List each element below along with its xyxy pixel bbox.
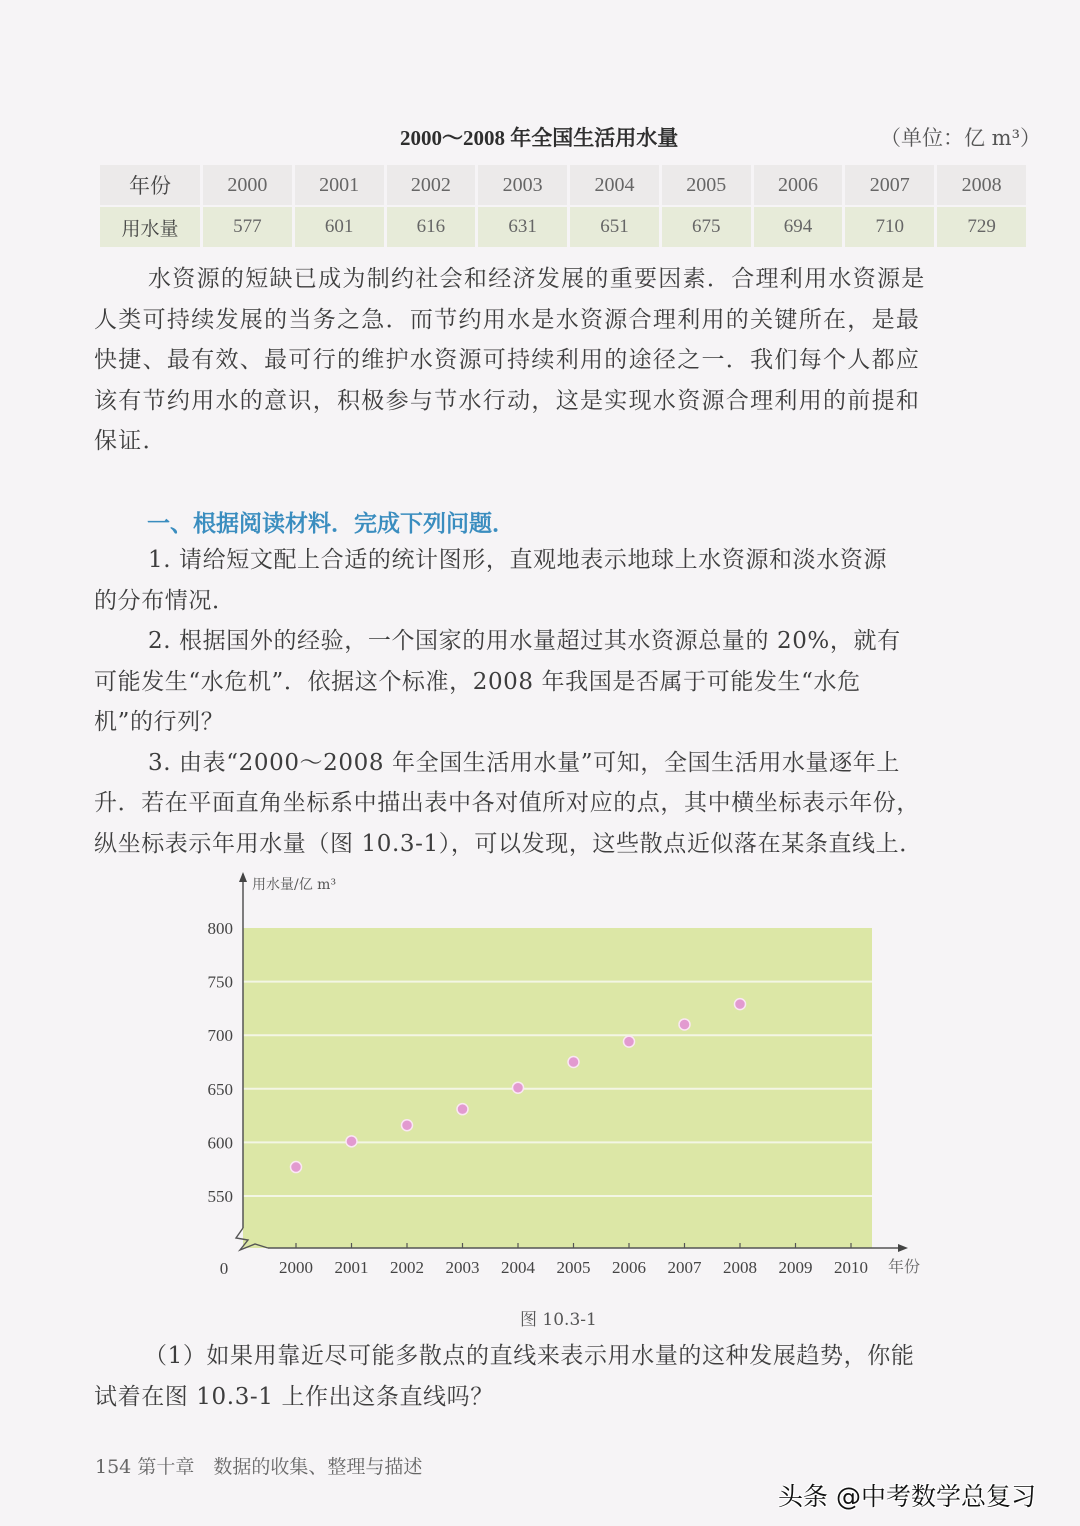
data-point: [346, 1136, 357, 1147]
question-3-line: 升．若在平面直角坐标系中描出表中各对值所对应的点，其中横坐标表示年份，: [94, 790, 920, 816]
y-axis-label: 用水量/亿 m³: [252, 877, 337, 893]
y-tick-label: 700: [207, 1026, 233, 1046]
usage-cell: 694: [754, 207, 843, 247]
x-axis-label: 年份: [888, 1257, 921, 1276]
table-row-years: [100, 165, 1026, 205]
year-cell: 2004: [570, 165, 659, 205]
paragraph-line: 人类可持续发展的当务之急．而节约用水是水资源合理利用的关键所在，是最: [94, 306, 921, 333]
usage-cell: 616: [387, 207, 476, 247]
page-footer: [95, 1452, 422, 1479]
reading-paragraph: [94, 259, 1039, 462]
usage-cell: 601: [295, 207, 384, 247]
table-unit: （单位：亿 m³）: [880, 126, 1042, 150]
question-2-line: 机”的行列？: [94, 709, 225, 735]
table-title: 2000～2008 年全国生活用水量: [400, 126, 679, 150]
row-header-usage: 用水量: [100, 207, 200, 247]
y-tick-label: 650: [207, 1079, 233, 1099]
question-2-line: 2. 根据国外的经验，一个国家的用水量超过其水资源总量的 20%，就有: [148, 628, 901, 654]
usage-cell: 631: [478, 207, 567, 247]
year-cell: 2000: [203, 165, 292, 205]
data-point: [624, 1036, 635, 1047]
questions-block: [94, 540, 1039, 864]
figure-caption: 图 10.3-1: [520, 1310, 597, 1330]
year-cell: 2003: [478, 165, 567, 205]
paragraph-line: 保证．: [94, 428, 167, 454]
chart-plot: [208, 872, 921, 1278]
x-tick-label: 2005: [556, 1258, 591, 1277]
question-1-line: 1. 请给短文配上合适的统计图形，直观地表示地球上水资源和淡水资源: [148, 547, 888, 573]
y-tick-label: 600: [207, 1133, 233, 1153]
x-tick-label: 2009: [778, 1258, 813, 1277]
chapter-title: 第十章 数据的收集、整理与描述: [137, 1456, 423, 1478]
sub-question-line: （1）如果用靠近尽可能多散点的直线来表示用水量的这种发展趋势，你能: [144, 1343, 915, 1369]
y-tick-label: 550: [207, 1187, 233, 1206]
year-cell: 2001: [295, 165, 384, 205]
origin-label: 0: [219, 1259, 229, 1278]
usage-cell: 651: [570, 207, 659, 247]
section-heading: 一、根据阅读材料．完成下列问题．: [147, 511, 515, 537]
year-cell: 2006: [754, 165, 843, 205]
data-point: [513, 1082, 524, 1093]
table-row-usage: [100, 207, 1026, 247]
water-usage-table: [97, 163, 1029, 249]
year-cell: 2007: [845, 165, 934, 205]
y-tick-label: 750: [207, 972, 233, 992]
data-point: [457, 1104, 468, 1115]
year-cell: 2005: [662, 165, 751, 205]
usage-cell: 577: [203, 207, 292, 247]
year-cell: 2002: [387, 165, 476, 205]
paragraph-line: 该有节约用水的意识，积极参与节水行动，这是实现水资源合理利用的前提和: [94, 387, 921, 414]
data-point: [402, 1120, 413, 1131]
sub-question: [94, 1336, 1039, 1417]
usage-cell: 675: [662, 207, 751, 247]
paragraph-line: 水资源的短缺已成为制约社会和经济发展的重要因素．合理利用水资源是: [148, 266, 926, 292]
usage-cell: 729: [937, 207, 1026, 247]
data-point: [679, 1019, 690, 1030]
x-tick-label: 2008: [723, 1258, 757, 1277]
page-number: 154: [95, 1456, 132, 1478]
year-cell: 2008: [937, 165, 1026, 205]
sub-question-line: 试着在图 10.3-1 上作出这条直线吗？: [94, 1383, 494, 1410]
question-1-line: 的分布情况．: [94, 587, 236, 614]
y-tick-label: 800: [207, 919, 233, 938]
paragraph-line: 快捷、最有效、最可行的维护水资源可持续利用的途径之一．我们每个人都应: [94, 347, 921, 373]
x-tick-label: 2001: [334, 1258, 369, 1277]
x-tick-label: 2000: [279, 1258, 313, 1277]
x-tick-label: 2004: [501, 1258, 535, 1277]
x-axis-arrow-icon: [898, 1244, 908, 1252]
x-tick-label: 2003: [445, 1258, 480, 1277]
question-3-line: 3. 由表“2000～2008 年全国生活用水量”可知，全国生活用水量逐年上: [148, 749, 900, 776]
x-tick-label: 2010: [834, 1258, 868, 1277]
question-2-line: 可能发生“水危机”．依据这个标准，2008 年我国是否属于可能发生“水危: [94, 668, 861, 695]
data-point: [291, 1162, 302, 1173]
y-axis-arrow-icon: [239, 872, 247, 882]
x-tick-label: 2002: [390, 1258, 424, 1277]
data-point: [735, 999, 746, 1010]
usage-cell: 710: [845, 207, 934, 247]
row-header-year: 年份: [100, 165, 200, 205]
x-tick-label: 2006: [612, 1258, 646, 1277]
x-tick-label: 2007: [667, 1258, 702, 1277]
scatter-chart: [195, 866, 935, 1286]
question-3-line: 纵坐标表示年用水量（图 10.3-1），可以发现，这些散点近似落在某条直线上．: [94, 830, 923, 857]
watermark: 头条 @中考数学总复习: [778, 1482, 1036, 1511]
data-point: [568, 1057, 579, 1068]
